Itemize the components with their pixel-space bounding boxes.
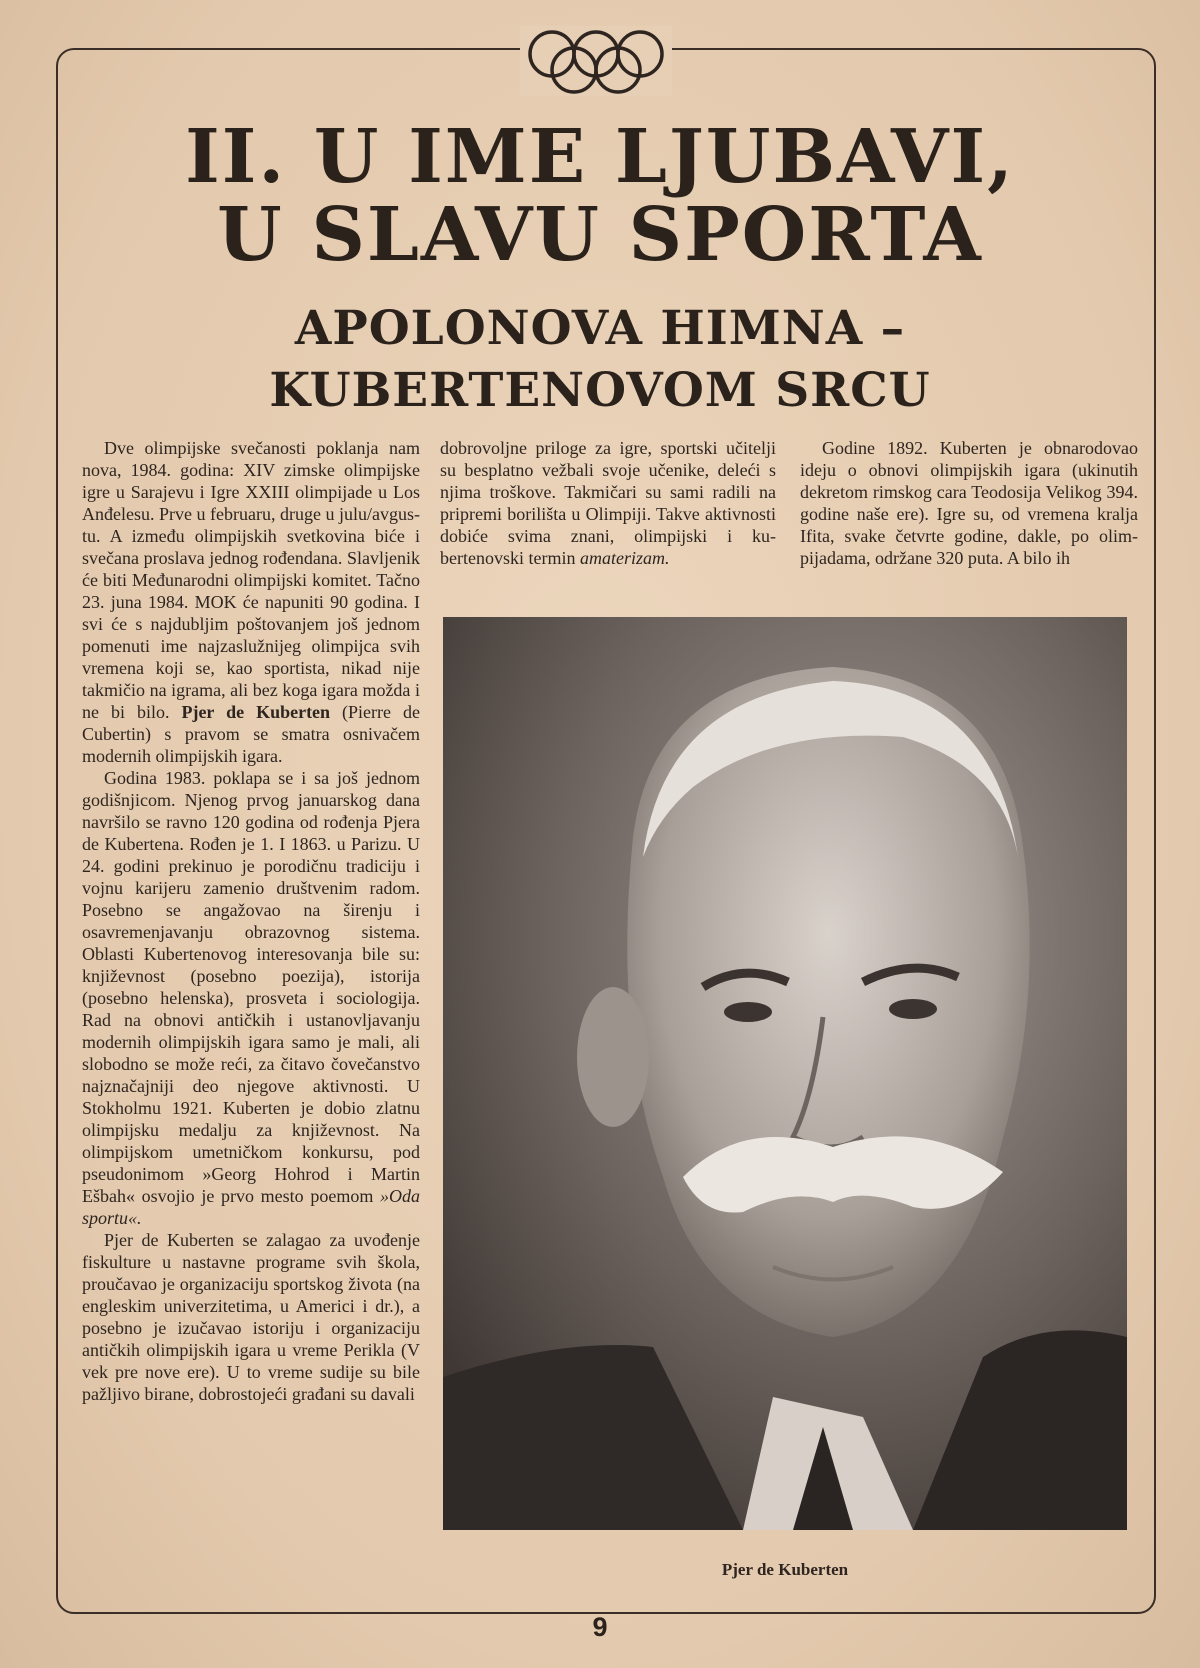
bold-name: Pjer de Kuberten <box>181 702 331 722</box>
paragraph-2 <box>82 767 420 1229</box>
paragraph-continued <box>440 437 776 569</box>
article-column-2 <box>440 437 776 569</box>
article-column-1 <box>82 437 420 1405</box>
page-number: 9 <box>592 1612 608 1642</box>
paragraph-1: Godine 1892. Kuberten je obnarodovao ideju o obnovi olimpijskih igara (ukinutih dekretom rimskog cara Teodosija Velikog 394. godine naše ere). Igre su, od vremena kralja Ifita, svake četvrte godine, dakle, po olimpijadama, održane 320 puta. A bilo ih <box>800 438 1138 568</box>
paragraph-text: Dve olimpijske svečanosti poklanja nam nova, 1984. godina: XIV zimske olimpijske igre u Sarajevu i Igre XXIII olimpijade u Los Anđelesu. Prve u februaru, druge u julu/avgustu. A između olimpijskih svetkovina biće i svečana proslava jednog rođendana. Slavljenik će biti Međunarodni olimpijski komitet. Tačno 23. juna 1984. MOK će napuniti 90 godina. I svi će s najdubljim poštovanjem još jednom pomenuti ime najzaslužnijeg olimpijca svih vremena koji se, kao sportista, nikad nije takmičio na igrama, ali bez koga igara možda i ne bi bilo. <box>82 438 420 722</box>
paragraph-text: dobrovoljne priloge za igre, sportski učitelji su besplatno vežbali svoje učenike, deleći s njima troškove. Takmičari su sami radili na pripremi borilišta u Olimpiji. Takve aktivnosti dobiće svima znani, olimpijski i kubertenovski termin <box>440 438 776 568</box>
article-title <box>80 114 1120 278</box>
photo-caption: Pjer de Kuberten <box>721 1560 849 1579</box>
poem-title: »Oda sportu«. <box>82 1186 420 1228</box>
paragraph-text-tail: (Pierre de Cubertin) s pravom se smatra osnivačem modernih olimpijskih igara. <box>82 702 420 766</box>
paragraph-3: Pjer de Kuberten se zalagao za uvođenje fiskulture u nastavne programe svih škola, proučavao je organizaciju sportskog života (na engleskim univerzitetima, u Americi i dr.), a posebno je izučavao istoriju i organizaciju antičkih olimpijskih igara u vreme Perikla (V vek pre nove ere). U to vreme sudije su bile pažljivo birane, dobrostojeći građani su davali <box>82 1230 420 1404</box>
subtitle-line-1: APOLONOVA HIMNA – <box>294 301 906 356</box>
article-subtitle <box>80 298 1120 422</box>
title-line-2: U SLAVU SPORTA <box>217 192 983 278</box>
portrait-photo <box>443 617 1127 1530</box>
subtitle-line-2: KUBERTENOVOM SRCU <box>269 363 931 418</box>
paragraph-text: Godina 1983. poklapa se i sa još jednom godišnjicom. Njenog prvog januarskog dana navršilo se ravno 120 godina od rođenja Pjera de Kubertena. Rođen je 1. I 1863. u Parizu. U 24. godini prekinuo je porodičnu tradiciju i vojnu karijeru zamenio društvenim radom. Posebno se angažovao na širenju i osavremenjavanju obrazovnog sistema. Oblasti Kubertenovog interesovanja bile su: književnost (posebno poezija), istorija (posebno helenska), prosveta i sociologija. Rad na obnovi antičkih i ustanovljavanju modernih olimpijskih igara samo je mali, ali slobodno se može reći, za čitavo čovečanstvo najznačajniji deo njegove aktivnosti. U Stokholmu 1921. Kuberten je dobio zlatnu olimpijsku medalju za književnost. Na olimpijskom umetničkom konkursu, pod pseudonimom »Georg Hohrod i Martin Ešbah« osvojio je prvo mesto poemom <box>82 768 420 1206</box>
italic-term: amaterizam. <box>579 548 670 568</box>
article-column-3 <box>800 437 1138 569</box>
olympic-rings-icon <box>520 26 672 96</box>
paragraph-1 <box>82 437 420 767</box>
title-line-1: II. U IME LJUBAVI, <box>185 114 1015 200</box>
